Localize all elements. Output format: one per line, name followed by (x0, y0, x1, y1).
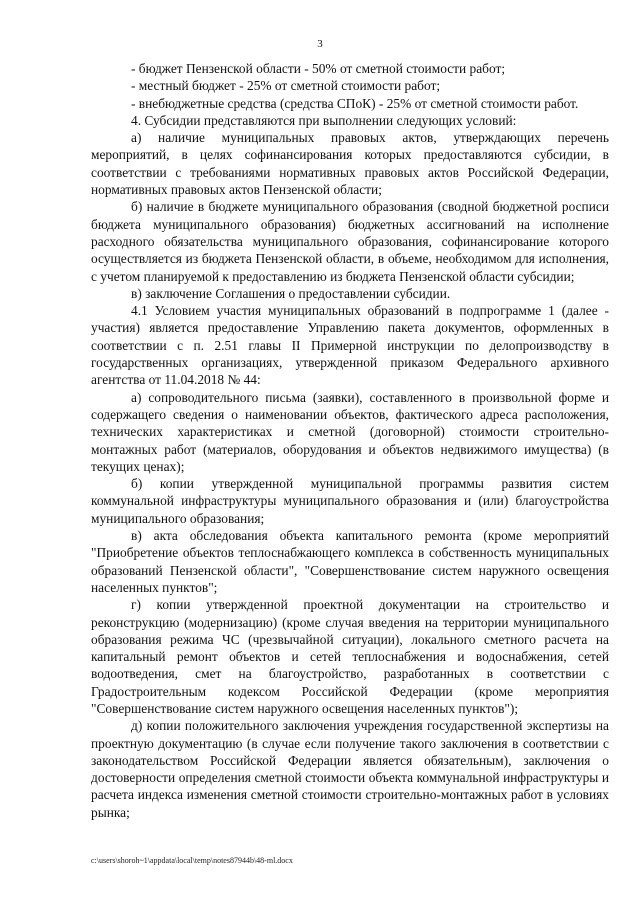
paragraph: б) наличие в бюджете муниципального образования (сводной бюджетной росписи бюджета муниципального образования) бюджетных ассигнований на исполнение расходного обязательства муниципального образования, софинансирование которого осуществляется из бюджета Пензенской области, в объеме, необходимом для исполнения, с учетом планируемой к предоставлению из бюджета Пензенской области субсидии; (91, 199, 609, 284)
page-number: 3 (317, 38, 323, 50)
paragraph: в) заключение Соглашения о предоставлении субсидии. (131, 285, 451, 301)
paragraph: 4.1 Условием участия муниципальных образований в подпрограмме 1 (далее - участия) является предоставление Управлению пакета документов, оформленных в соответствии с п. 2.51 главы II Примерной инструкции по делопроизводству в государственных организациях, утвержденной приказом Федерального архивного агентства от 11.04.2018 № 44: (91, 303, 609, 388)
paragraph: а) сопроводительного письма (заявки), составленного в произвольной форме и содержащего сведения о наименовании объектов, фактического адреса расположения, технических характеристиках и сметной (договорной) стоимости строительно-монтажных работ (материалов, оборудования и объектов недвижимого имущества) (в текущих ценах); (91, 389, 609, 474)
document-body (91, 60, 609, 821)
footer-file-path: c:\users\shoroh~1\appdata\local\temp\notes87944b\48-ml.docx (91, 856, 293, 865)
paragraph: - бюджет Пензенской области - 50% от сметной стоимости работ; (131, 61, 506, 76)
paragraph: г) копии утвержденной проектной документации на строительство и реконструкцию (модернизацию) (кроме случая введения на территории муниципального образования режима ЧС (чрезвычайной ситуации), локального сметного расчета на капитальный ремонт объектов и сетей теплоснабжения и водоснабжения, сетей водоотведения, смет на благоустройство, разработанных в соответствии с Градостроительным кодексом Российской Федерации (кроме мероприятия "Совершенствование систем наружного освещения населенных пунктов"); (91, 597, 609, 716)
paragraph: 4. Субсидии представляются при выполнении следующих условий: (131, 112, 517, 128)
paragraph: д) копии положительного заключения учреждения государственной экспертизы на проектную документацию (в случае если получение такого заключения в соответствии с законодательством Российской Федерации является обязательным), заключения о достоверности определения сметной стоимости объекта коммунальной инфраструктуры и расчета индекса изменения сметной стоимости строительно-монтажных работ в условиях рынка; (91, 718, 609, 820)
paragraph: а) наличие муниципальных правовых актов, утверждающих перечень мероприятий, в целях софинансирования которых предоставляются субсидии, в соответствии с требованиями нормативных правовых актов Российской Федерации, нормативных правовых актов Пензенской области; (91, 130, 609, 198)
paragraph: в) акта обследования объекта капитального ремонта (кроме мероприятий "Приобретение объектов теплоснабжающего комплекса в собственность муниципальных образований Пензенской области", "Совершенствование систем наружного освещения населенных пунктов"; (91, 528, 609, 595)
paragraph: б) копии утвержденной муниципальной программы развития систем коммунальной инфраструктуры муниципального образования и (или) благоустройства муниципального образования; (91, 476, 609, 526)
paragraph: - местный бюджет - 25% от сметной стоимости работ; (131, 78, 441, 94)
paragraph: - внебюджетные средства (средства СПоК) - 25% от сметной стоимости работ. (131, 95, 579, 111)
